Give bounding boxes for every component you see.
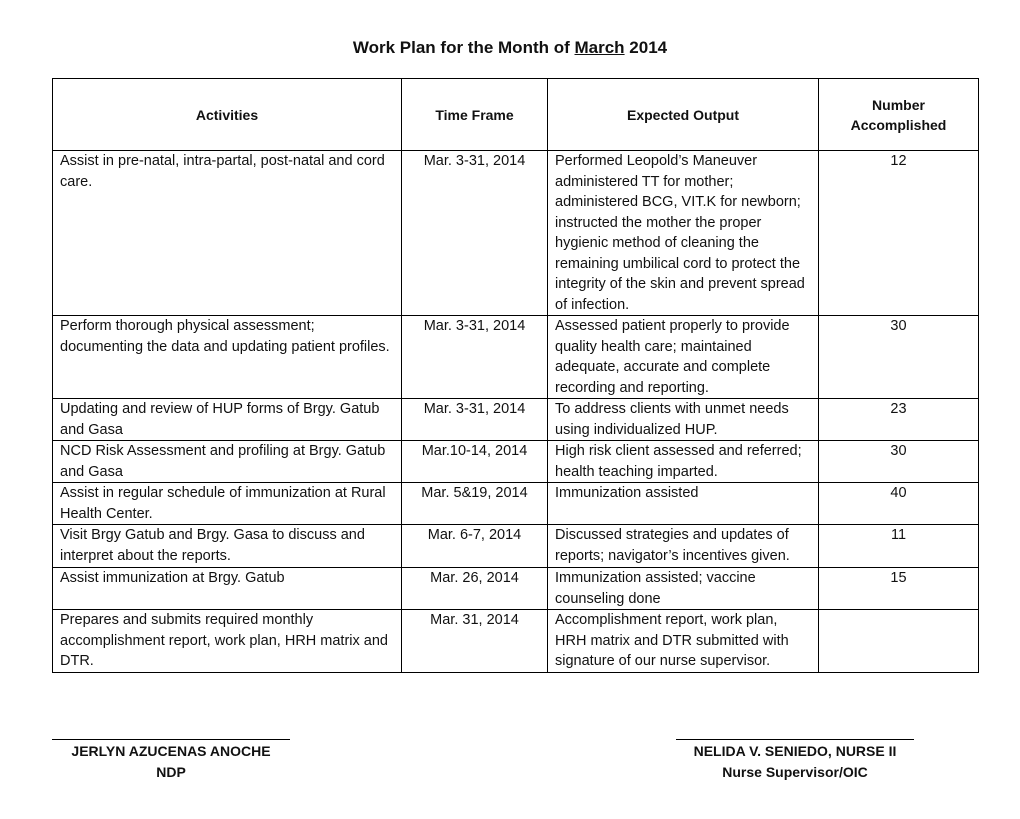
activity-cell: Assist immunization at Brgy. Gatub <box>53 568 402 610</box>
activity-cell: Assist in pre-natal, intra-partal, post-natal and cord care. <box>53 151 402 316</box>
header-activities: Activities <box>53 79 402 151</box>
number-cell <box>819 610 979 673</box>
output-cell: Performed Leopold’s Maneuver administered TT for mother; administered BCG, VIT.K for newborn; instructed the mother the proper hygienic method of cleaning the remaining umbilical cord to protect the integrity of the skin and prevent spread of infection. <box>548 151 819 316</box>
output-cell: Accomplishment report, work plan, HRH matrix and DTR submitted with signature of our nurse supervisor. <box>548 610 819 673</box>
activity-cell: Assist in regular schedule of immunization at Rural Health Center. <box>53 483 402 525</box>
number-cell: 15 <box>819 568 979 610</box>
header-number-line2: Accomplished <box>850 116 947 133</box>
number-cell: 23 <box>819 399 979 441</box>
activity-cell: Visit Brgy Gatub and Brgy. Gasa to discuss and interpret about the reports. <box>53 525 402 568</box>
supervisor-role: Nurse Supervisor/OIC <box>722 764 868 780</box>
header-expected-output: Expected Output <box>548 79 819 151</box>
supervisor-name: NELIDA V. SENIEDO, NURSE II <box>693 743 897 759</box>
title-month: March <box>574 38 625 57</box>
table-row <box>53 316 979 399</box>
activity-cell: Perform thorough physical assessment; documenting the data and updating patient profiles. <box>53 316 402 399</box>
title-year: 2014 <box>624 38 668 57</box>
time-frame-cell: Mar. 31, 2014 <box>402 610 548 673</box>
table-row <box>53 568 979 610</box>
time-frame-cell: Mar. 3-31, 2014 <box>402 399 548 441</box>
output-cell: Discussed strategies and updates of reports; navigator’s incentives given. <box>548 525 819 568</box>
table-row <box>53 441 979 483</box>
signature-line <box>676 739 914 740</box>
number-cell: 30 <box>819 316 979 399</box>
activity-cell: Updating and review of HUP forms of Brgy. Gatub and Gasa <box>53 399 402 441</box>
output-cell: Immunization assisted; vaccine counseling done <box>548 568 819 610</box>
signature-block-right <box>676 739 914 783</box>
header-time-frame: Time Frame <box>402 79 548 151</box>
header-number-accomplished <box>819 79 979 151</box>
number-cell: 12 <box>819 151 979 316</box>
activity-cell: Prepares and submits required monthly accomplishment report, work plan, HRH matrix and DTR. <box>53 610 402 673</box>
table-row <box>53 399 979 441</box>
number-cell: 40 <box>819 483 979 525</box>
table-row <box>53 151 979 316</box>
page-title <box>0 36 1020 60</box>
table-row <box>53 525 979 568</box>
signer-name: JERLYN AZUCENAS ANOCHE <box>71 743 271 759</box>
signature-block-left <box>52 739 290 783</box>
activity-cell: NCD Risk Assessment and profiling at Brgy. Gatub and Gasa <box>53 441 402 483</box>
time-frame-cell: Mar. 26, 2014 <box>402 568 548 610</box>
table-header-row <box>53 79 979 151</box>
output-cell: To address clients with unmet needs using individualized HUP. <box>548 399 819 441</box>
time-frame-cell: Mar. 5&19, 2014 <box>402 483 548 525</box>
work-plan-table <box>52 78 979 673</box>
output-cell: High risk client assessed and referred; health teaching imparted. <box>548 441 819 483</box>
header-number-line1: Number <box>872 96 925 113</box>
time-frame-cell: Mar. 3-31, 2014 <box>402 151 548 316</box>
time-frame-cell: Mar. 3-31, 2014 <box>402 316 548 399</box>
table-row <box>53 610 979 673</box>
title-prefix: Work Plan for the Month of <box>352 38 575 57</box>
time-frame-cell: Mar. 6-7, 2014 <box>402 525 548 568</box>
number-cell: 30 <box>819 441 979 483</box>
signature-line <box>52 739 290 740</box>
table-row <box>53 483 979 525</box>
output-cell: Assessed patient properly to provide quality health care; maintained adequate, accurate and complete recording and reporting. <box>548 316 819 399</box>
time-frame-cell: Mar.10-14, 2014 <box>402 441 548 483</box>
number-cell: 11 <box>819 525 979 568</box>
output-cell: Immunization assisted <box>548 483 819 525</box>
signer-role: NDP <box>156 764 186 780</box>
